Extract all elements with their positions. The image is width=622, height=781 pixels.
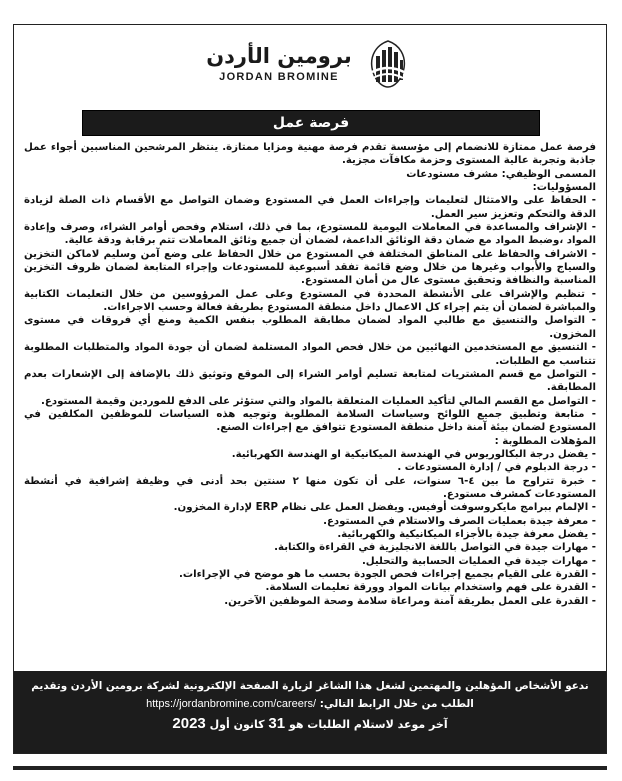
qualification-item: - يفضل معرفة جيدة بالأجزاء الميكانيكية والكهربائية. xyxy=(337,528,596,540)
deadline-line xyxy=(14,713,606,736)
bottom-divider xyxy=(13,766,607,770)
qualification-item: - الإلمام ببرامج مايكروسوفت أوفيس. ويفضل العمل على نظام ERP لإدارة المخزون. xyxy=(173,502,596,514)
qualifications-heading: المؤهلات المطلوبة : xyxy=(494,435,596,447)
invitation-text: ندعو الأشخاص المؤهلين والمهتمين لشغل هذا الشاغر لزيارة الصفحة الإلكترونية لشركة برومين الأردن وتقديم xyxy=(31,680,589,692)
responsibility-item: - الحفاظ على والامتثال لتعليمات وإجراءات العمل في المستودع وضمان التواصل مع الأقسام ذات الصلة لزيادة الدقة والتحكم وتعزيز سير العمل. xyxy=(24,195,596,220)
qualification-item: - يفضل درجة البكالوريوس في الهندسة الميكانيكية او الهندسة الكهربائية. xyxy=(231,448,596,460)
application-footer xyxy=(14,671,606,753)
job-title-line: المسمى الوظيفي: مشرف مستودعات xyxy=(406,168,596,180)
qualification-item: - خبرة تتراوح ما بين ٤-٦ سنوات، على أن تكون منها ٢ سنتين بحد أدنى في وظيفة إشرافية في أنشطة المستودعات كمشرف مستودع. xyxy=(24,475,597,500)
responsibilities-heading: المسؤوليات: xyxy=(532,182,596,194)
responsibility-item: - الإشراف والمساعدة في المعاملات اليومية للمستودع، بما في ذلك، استلام وفحص أوامر الشراء، وصرف وإعادة المواد ،وضبط المواد مع ضمان دقة الوثائق الداعمة، لضمان أن جميع وثائق المعاملات تتم برقابة ودقة عالية. xyxy=(24,222,596,247)
deadline-month: كانون أول xyxy=(209,718,265,731)
qualification-item: - القدرة على فهم واستخدام بيانات المواد وورقة تعليمات السلامة. xyxy=(265,582,596,594)
qualification-item: - مهارات جيدة في العمليات الحسابية والتحليل. xyxy=(361,555,596,567)
responsibility-item: - التواصل والتنسيق مع طالبي المواد لضمان مطابقة المطلوب بنفس الكمية ومنع أي فروقات في مستوى المخزون. xyxy=(24,315,596,340)
logo-arabic-name: برومين الأردن xyxy=(206,44,352,69)
responsibility-item: - التواصل مع قسم المشتريات لمتابعة تسليم أوامر الشراء إلى الموقع وتوثيق ذلك بالإضافة إلى الإشعارات بعدم المطابقة. xyxy=(24,368,596,394)
deadline-day: 31 xyxy=(268,715,286,732)
qualification-item: - القدرة على العمل بطريقة آمنة ومراعاة سلامة وصحة الموظفين الآخرين. xyxy=(224,595,596,607)
qualification-item: - معرفة جيدة بعمليات الصرف والاستلام في المستودع. xyxy=(323,515,596,527)
logo-english-name: JORDAN BROMINE xyxy=(219,70,339,83)
job-description xyxy=(24,141,596,675)
job-opportunity-title: فرصة عمل xyxy=(82,110,540,136)
company-header xyxy=(14,25,606,103)
company-logo-text xyxy=(206,45,352,82)
apply-link-line xyxy=(14,695,606,713)
responsibility-item: - التواصل مع القسم المالي لتأكيد العمليات المتعلقة بالمواد والتي ستؤثر على الدفع للموردين وقيمة المستودع. xyxy=(41,395,596,407)
intro-paragraph: فرصة عمل ممتازة للانضمام إلى مؤسسة تقدم فرصة مهنية ومزايا ممتازة. ينتظر المرشحين المناسبين أجواء عمل جاذبة وتجربة عالية المستوى وحزمة مكافآت مجزية. xyxy=(24,142,596,167)
responsibility-item: - الاشراف والحفاظ على المناطق المختلفة في المستودع من خلال الحفاظ على وضع آمن وسليم لاماكن التخزين والسياج والأبواب وغيرها من خلال وضع قائمة تفقد أسبوعية للمستودعات وإجراء المتابعة لضمان ظروف التخزين المناسبة والنظافة وتحقيق مستوى عال من أمان المستودع. xyxy=(24,248,596,287)
deadline-year: 2023 xyxy=(172,715,206,732)
deadline-prefix: آخر موعد لاستلام الطلبات هو xyxy=(288,718,448,731)
jordan-bromine-logo-icon xyxy=(362,38,414,90)
apply-link-prefix: الطلب من خلال الرابط التالي: xyxy=(319,698,474,710)
responsibility-item: - تنظيم والإشراف على الأنشطة المحددة في المستودع وعلى عمل المرؤوسين من خلال التعليمات الكتابية والمباشرة لضمان أن يتم إجراء كل الاعمال داخل منطقة المستودع بطريقة فعالة وحسب الاجراءات. xyxy=(24,288,596,314)
qualification-item: - مهارات جيدة في التواصل باللغة الانجليزية في القراءة والكتابة. xyxy=(274,542,596,554)
careers-link[interactable]: https://jordanbromine.com/careers/ xyxy=(146,698,317,710)
qualification-item: - درجة الدبلوم في / إدارة المستودعات . xyxy=(397,462,596,474)
responsibility-item: - متابعة وتطبيق جميع اللوائح وسياسات السلامة المطلوبة وتوجيه هذه السياسات للموظفين المكلفين في المستودع لضمان بيئة آمنة داخل منطقة المستودع تتوافق مع إجراءات الصنع. xyxy=(24,408,596,434)
responsibility-item: - التنسيق مع المستخدمين النهائيين من خلال فحص المواد المستلمة لضمان أن جودة المواد والمتطلبات المطلوبة تتناسب مع الطلبات. xyxy=(24,342,596,367)
job-ad-frame xyxy=(13,24,607,754)
qualification-item: - القدرة على القيام بجميع إجراءات فحص الجودة بحسب ما هو موضح في الإجراءات. xyxy=(178,569,596,580)
